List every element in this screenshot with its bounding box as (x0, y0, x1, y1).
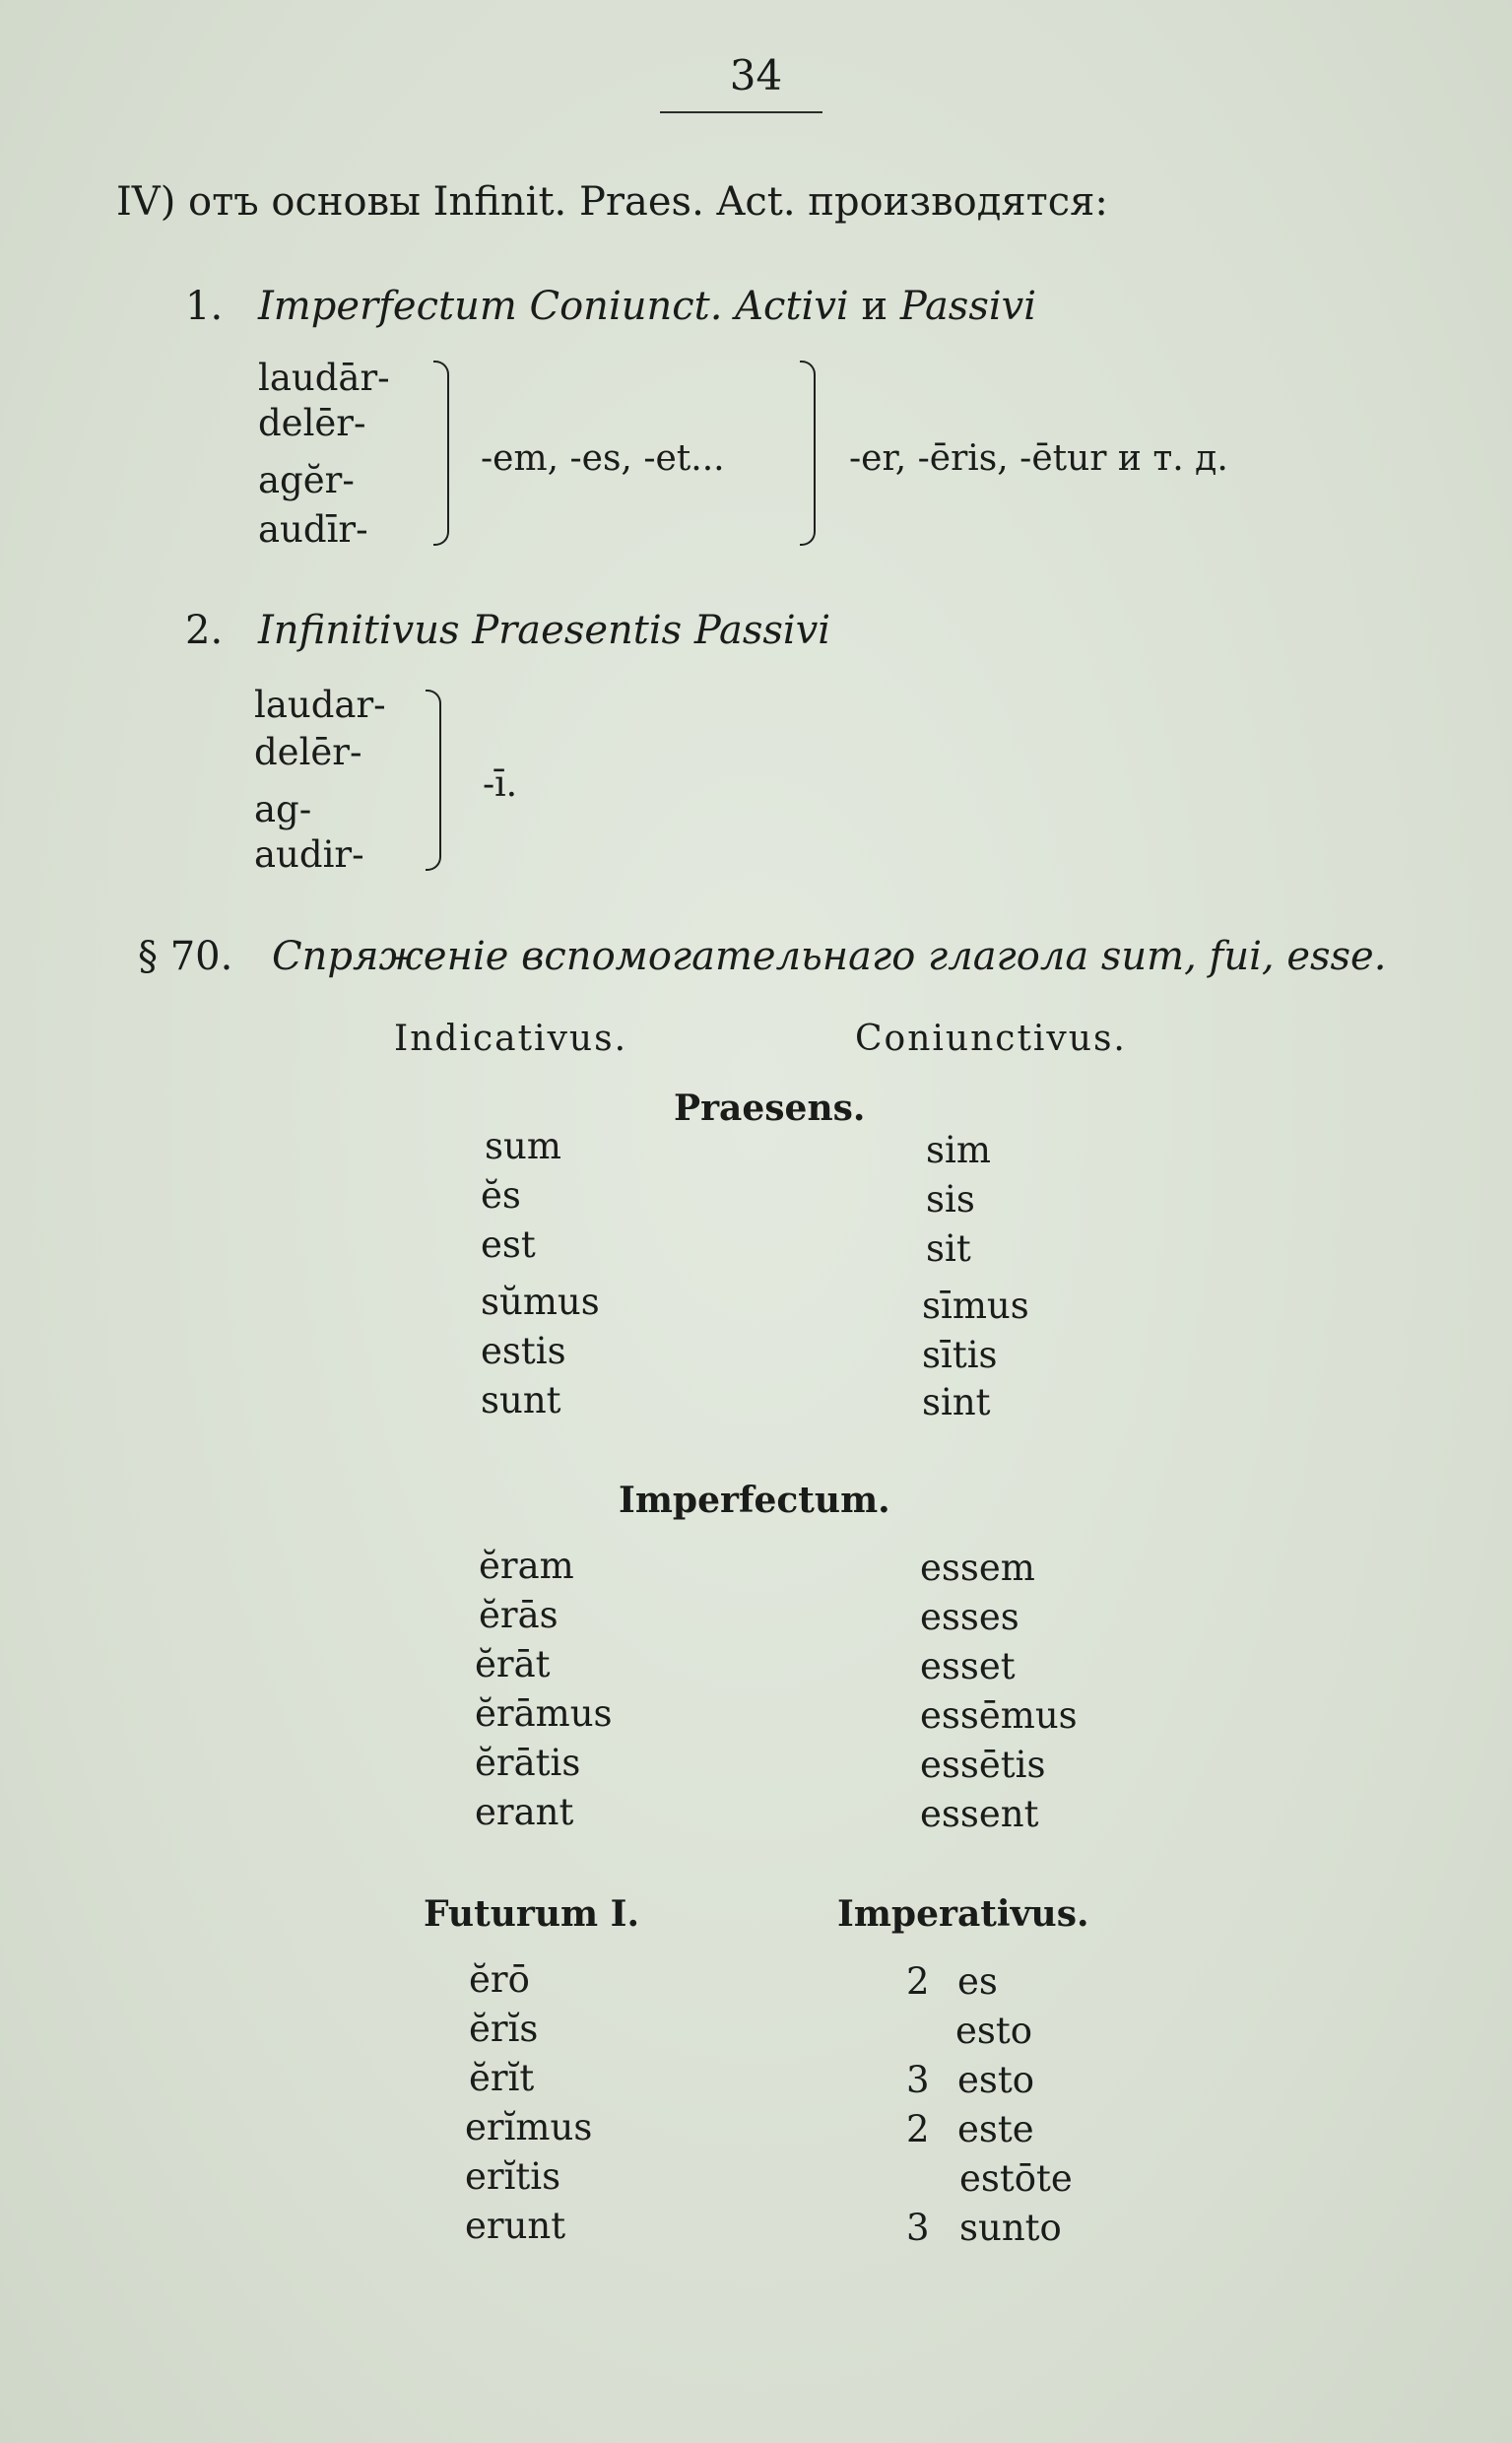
futurum-title: Futurum I. (424, 1893, 640, 1935)
verb-form: es (957, 1960, 998, 2003)
verb-form: erĭmus (465, 2106, 593, 2148)
item1-title-conj: и (861, 284, 888, 329)
verb-form: erant (475, 1791, 574, 1833)
verb-form: sīmus (922, 1285, 1029, 1327)
verb-form: ĕrĭt (469, 2057, 535, 2099)
verb-form: sŭmus (481, 1281, 600, 1323)
verb-form: sint (922, 1381, 991, 1423)
item2-number: 2. (185, 608, 224, 653)
section-70-title-forms: sum, fui, esse. (1100, 934, 1387, 979)
verb-form: esto (957, 2059, 1035, 2101)
item2-title: Infinitivus Praesentis Passivi (258, 608, 831, 653)
stem: audīr- (258, 508, 368, 551)
item1-title-main: Imperfectum Coniunct. Activi (258, 284, 849, 329)
section-70-mark: § 70. (138, 934, 233, 979)
verb-form: ĕs (481, 1174, 521, 1217)
page-number-rule (660, 111, 822, 113)
person-number: 3 (906, 2059, 930, 2101)
verb-form: ĕrās (479, 1594, 559, 1636)
stem: laudār- (258, 357, 390, 399)
section-70-title (272, 934, 1386, 979)
item1-active-endings: -em, -es, -et... (481, 438, 725, 479)
item1-title-passivi: Passivi (899, 284, 1037, 329)
verb-form: sis (926, 1178, 975, 1221)
item1-number: 1. (185, 284, 224, 329)
page-number: 34 (729, 51, 783, 99)
verb-form: sit (926, 1227, 971, 1270)
verb-form: erĭtis (465, 2155, 561, 2198)
verb-form: esset (920, 1645, 1016, 1687)
stem: laudar- (254, 684, 386, 726)
verb-form: esses (920, 1596, 1019, 1638)
section-iv-heading: IV) отъ основы Infinit. Praes. Act. производятся: (116, 179, 1108, 225)
verb-form: essent (920, 1793, 1039, 1835)
item2-ending: -ī. (483, 764, 518, 805)
verb-form: este (957, 2108, 1034, 2150)
verb-form: essem (920, 1547, 1035, 1589)
verb-form: estōte (959, 2157, 1073, 2200)
verb-form: erunt (465, 2205, 566, 2247)
stem: ag- (254, 788, 312, 830)
verb-form: est (481, 1223, 536, 1266)
section-70-title-text: Спряженіе вспомогательнаго глагола (272, 934, 1089, 979)
verb-form: essētis (920, 1744, 1046, 1786)
header-indicativus: Indicativus. (394, 1019, 628, 1059)
imperativus-title: Imperativus. (837, 1893, 1089, 1935)
item2-brace (426, 690, 441, 871)
person-number: 2 (906, 2108, 930, 2150)
verb-form: sunto (959, 2207, 1062, 2249)
person-number: 2 (906, 1960, 930, 2003)
verb-form: sim (926, 1129, 991, 1171)
stem: agĕr- (258, 459, 355, 501)
verb-form: sunt (481, 1379, 561, 1421)
stem: delēr- (254, 731, 362, 773)
verb-form: esto (955, 2010, 1033, 2052)
item1-brace-right (800, 361, 816, 546)
imperfectum-title: Imperfectum. (619, 1480, 890, 1521)
praesens-title: Praesens. (674, 1088, 866, 1129)
verb-form: sum (485, 1125, 561, 1167)
verb-form: ĕrātis (475, 1742, 581, 1784)
verb-form: ĕrāt (475, 1643, 551, 1685)
verb-form: essēmus (920, 1694, 1078, 1737)
verb-form: estis (481, 1330, 566, 1372)
item1-title (258, 284, 1036, 329)
verb-form: sītis (922, 1334, 998, 1376)
verb-form: ĕrāmus (475, 1692, 613, 1735)
verb-form: ĕram (479, 1545, 574, 1587)
verb-form: ĕrĭs (469, 2008, 539, 2050)
item1-brace-left (433, 361, 449, 546)
item1-passive-endings: -er, -ēris, -ētur и т. д. (849, 438, 1228, 479)
stem: audir- (254, 833, 364, 876)
person-number: 3 (906, 2207, 930, 2249)
header-coniunctivus: Coniunctivus. (855, 1019, 1127, 1059)
stem: delēr- (258, 402, 366, 444)
verb-form: ĕrō (469, 1958, 530, 2001)
